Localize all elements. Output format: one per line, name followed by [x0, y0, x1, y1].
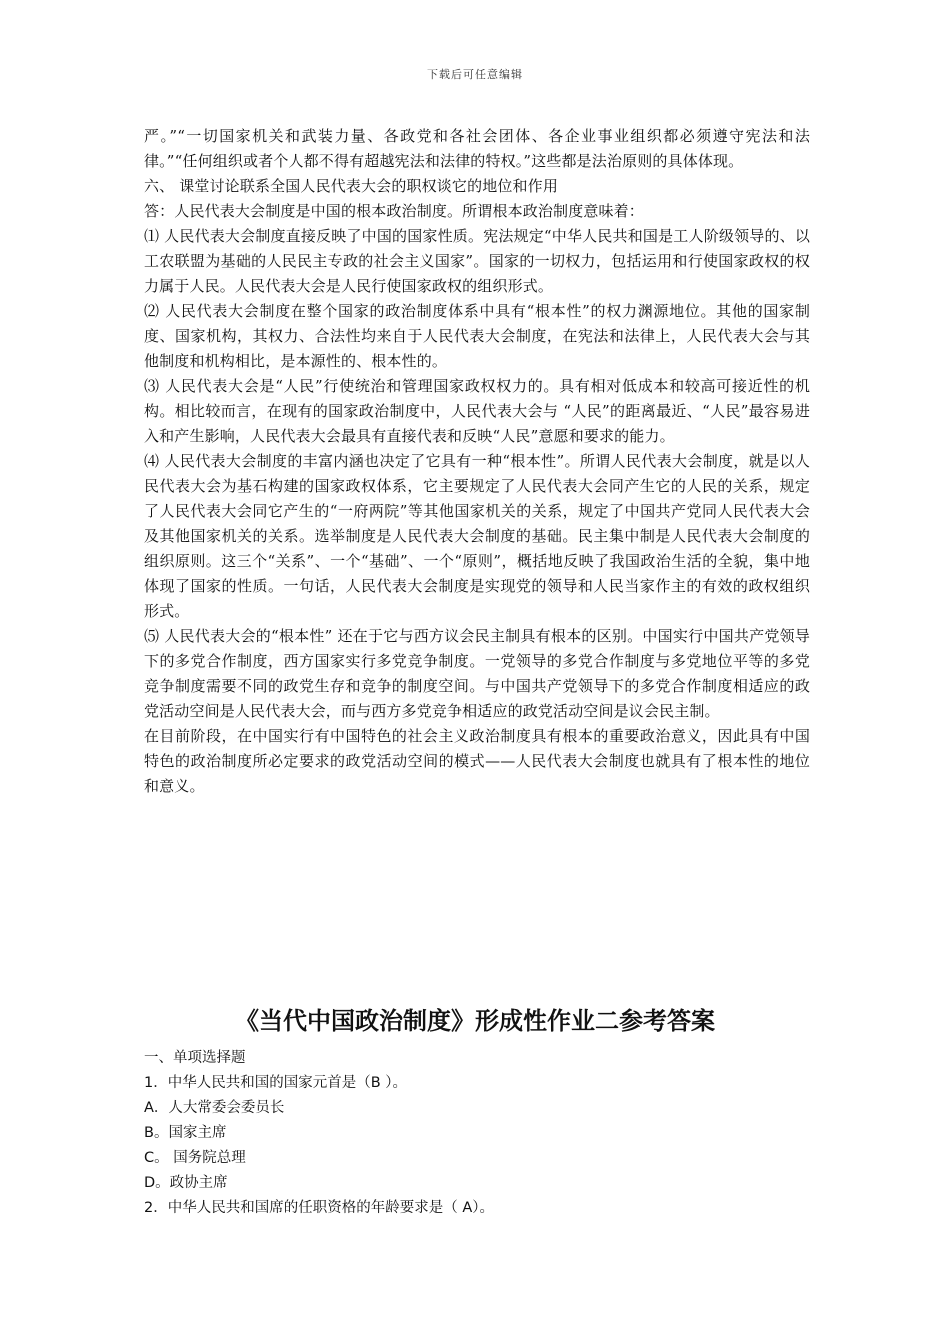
assignment-title: 《当代中国政治制度》形成性作业二参考答案	[235, 1007, 715, 1035]
option-c: C。 国务院总理	[144, 1150, 246, 1166]
option-b: B。国家主席	[144, 1125, 227, 1141]
point-5: ⑸ 人民代表大会的“根本性” 还在于它与西方议会民主制具有根本的区别。中国实行中国共产党领导下的多党合作制度，西方国家实行多党竞争制度。一党领导的多党合作制度与多党地位平等的多党竞争制度需要不同的政党生存和竞争的制度空间。与中国共产党领导下的多党合作制度相适应的政党活动空间是人民代表大会，而与西方多党竞争相适应的政党活动空间是议会民主制。	[144, 627, 810, 720]
page-header: 下载后可任意编辑	[427, 68, 523, 81]
multiple-choice-section	[144, 1046, 810, 1221]
point-2: ⑵ 人民代表大会制度在整个国家的政治制度体系中具有“根本性”的权力渊源地位。其他的国家制度、国家机构，其权力、合法性均来自于人民代表大会制度，在宪法和法律上，人民代表大会与其他制度和机构相比，是本源性的、根本性的。	[144, 302, 810, 370]
section-heading: 一、单项选择题	[144, 1050, 246, 1066]
paragraph-rule-of-law: 严。”“一切国家机关和武装力量、各政党和各社会团体、各企业事业组织都必须遵守宪法和法律。”“任何组织或者个人都不得有超越宪法和法律的特权。”这些都是法治原则的具体体现。	[144, 127, 810, 170]
option-d: D。政协主席	[144, 1175, 228, 1191]
option-a: A．人大常委会委员长	[144, 1100, 285, 1116]
answer-intro: 答：人民代表大会制度是中国的根本政治制度。所谓根本政治制度意味着：	[144, 202, 644, 220]
discussion-heading: 六、 课堂讨论联系全国人民代表大会的职权谈它的地位和作用	[144, 177, 558, 195]
conclusion-paragraph: 在目前阶段，在中国实行有中国特色的社会主义政治制度具有根本的重要政治意义，因此具有中国特色的政治制度所必定要求的政党活动空间的模式——人民代表大会制度也就具有了根本性的地位和意义。	[144, 727, 810, 795]
point-1: ⑴ 人民代表大会制度直接反映了中国的国家性质。宪法规定“中华人民共和国是工人阶级领导的、以工农联盟为基础的人民民主专政的社会主义国家”。国家的一切权力，包括运用和行使国家政权的权力属于人民。人民代表大会是人民行使国家政权的组织形式。	[144, 227, 810, 295]
point-3: ⑶ 人民代表大会是“人民”行使统治和管理国家政权权力的。具有相对低成本和较高可接近性的机构。相比较而言，在现有的国家政治制度中，人民代表大会与 “人民”的距离最近、“人民”最容易进入和产生影响，人民代表大会最具有直接代表和反映“人民”意愿和要求的能力。	[144, 377, 810, 445]
answer-body	[144, 124, 810, 799]
question-1: 1．中华人民共和国的国家元首是（B ）。	[144, 1075, 408, 1091]
point-4: ⑷ 人民代表大会制度的丰富内涵也决定了它具有一种“根本性”。所谓人民代表大会制度，就是以人民代表大会为基石构建的国家政权体系，它主要规定了人民代表大会同产生它的人民的关系，规定了人民代表大会同它产生的“一府两院”等其他国家机关的关系，规定了中国共产党同人民代表大会及其他国家机关的关系。选举制度是人民代表大会制度的基础。民主集中制是人民代表大会制度的组织原则。这三个“关系”、一个“基础”、一个“原则”，概括地反映了我国政治生活的全貌，集中地体现了国家的性质。一句话，人民代表大会制度是实现党的领导和人民当家作主的有效的政权组织形式。	[144, 452, 810, 620]
question-2: 2．中华人民共和国席的任职资格的年龄要求是（ A）。	[144, 1200, 495, 1216]
